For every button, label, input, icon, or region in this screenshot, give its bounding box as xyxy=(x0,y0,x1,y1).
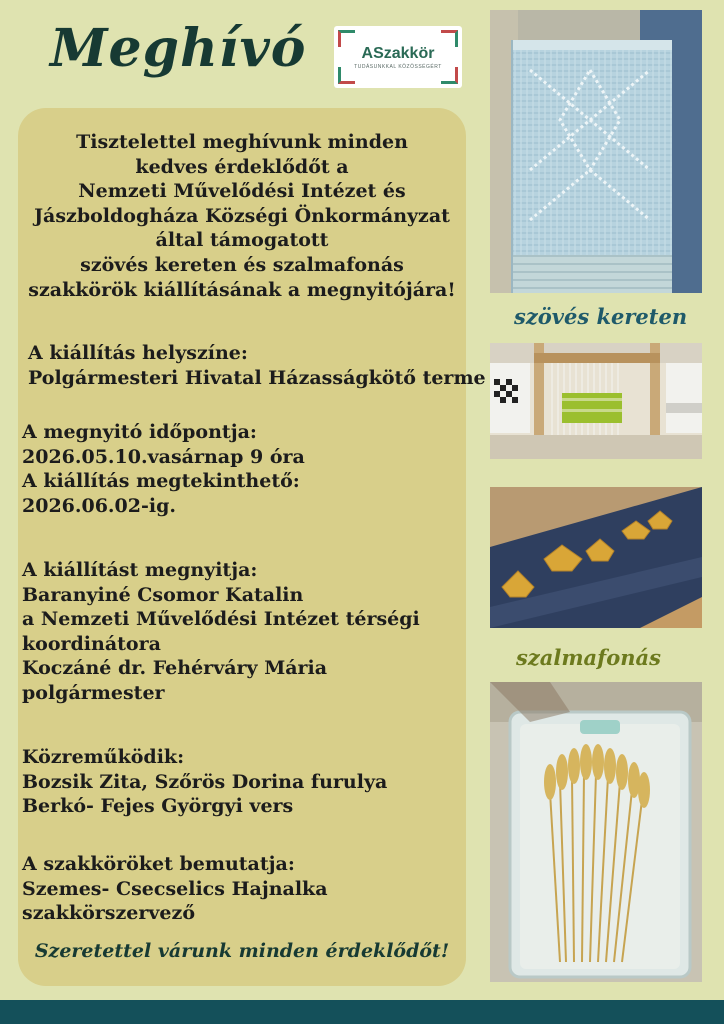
presenter-role: szakkörszervező xyxy=(22,902,195,925)
opening-block xyxy=(22,558,420,706)
invitation-title: Meghívó xyxy=(50,18,307,79)
loom-image xyxy=(490,343,702,459)
mayor-role: polgármester xyxy=(22,681,165,704)
opener-role: a Nemzeti Művelődési Intézet térségi xyxy=(22,608,420,631)
weaving-caption: szövés kereten xyxy=(514,304,688,329)
straw-caption: szalmafonás xyxy=(516,645,661,670)
intro-line: szövés kereten és szalmafonás xyxy=(80,253,404,276)
contributors-heading: Közreműködik: xyxy=(22,746,185,768)
woven-bag-photo xyxy=(490,10,702,293)
straw-bells-image xyxy=(490,487,702,628)
presenter-name: Szemes- Csecselics Hajnalka xyxy=(22,877,328,900)
schedule-block xyxy=(22,420,305,518)
opening-time-heading: A megnyitó időpontja: xyxy=(22,421,257,443)
contributor-line: Berkó- Fejes Györgyi vers xyxy=(22,795,294,818)
straw-bells-photo xyxy=(490,487,702,628)
opener-role-cont: koordinátora xyxy=(22,632,161,655)
wheat-box-image xyxy=(490,682,702,982)
wheat-box-photo xyxy=(490,682,702,982)
woven-bag-image xyxy=(490,10,702,293)
intro-line: szakkörök kiállításának a megnyitójára! xyxy=(28,278,456,301)
intro-line: Jászboldogháza Községi Önkormányzat xyxy=(34,204,450,227)
loom-photo xyxy=(490,343,702,459)
mayor-name: Koczáné dr. Fehérváry Mária xyxy=(22,657,328,680)
opening-time: 2026.05.10.vasárnap 9 óra xyxy=(22,445,305,468)
intro-text xyxy=(18,130,466,302)
viewing-until: 2026.06.02-ig. xyxy=(22,494,176,517)
venue-heading: A kiállítás helyszíne: xyxy=(28,342,248,364)
logo-tagline: TUDÁSUNKKAL KÖZÖSSÉGÉRT xyxy=(354,64,442,70)
venue-block xyxy=(28,341,486,390)
opening-heading: A kiállítást megnyitja: xyxy=(22,559,258,581)
aszakkor-logo xyxy=(334,26,462,88)
presenter-heading: A szakköröket bemutatja: xyxy=(22,853,295,875)
presenter-block xyxy=(22,852,328,926)
viewing-heading: A kiállítás megtekinthető: xyxy=(22,470,300,493)
logo-name: ASzakkör xyxy=(361,45,435,62)
venue-name: Polgármesteri Hivatal Házasságkötő terme xyxy=(28,366,486,389)
bottom-bar xyxy=(0,1000,724,1024)
contributors-block xyxy=(22,745,387,819)
closing-text: Szeretettel várunk minden érdeklődőt! xyxy=(34,940,450,962)
intro-line: által támogatott xyxy=(155,229,329,252)
intro-line: kedves érdeklődőt a xyxy=(135,155,349,178)
intro-line: Nemzeti Művelődési Intézet és xyxy=(78,180,406,203)
contributor-line: Bozsik Zita, Szőrös Dorina furulya xyxy=(22,770,388,793)
opener-name: Baranyiné Csomor Katalin xyxy=(22,583,304,606)
intro-line: Tisztelettel meghívunk minden xyxy=(76,131,408,153)
